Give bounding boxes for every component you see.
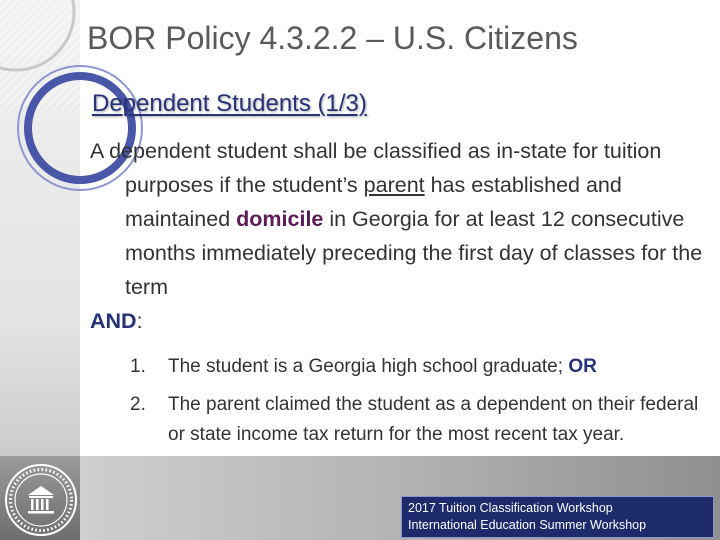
paragraph-text-2: has established and maintained <box>125 173 622 231</box>
condition-list <box>130 352 715 458</box>
footer-line-2: International Education Summer Workshop <box>408 518 647 532</box>
slide-title: BOR Policy 4.3.2.2 – U.S. Citizens <box>87 20 578 56</box>
list-item-text: The parent claimed the student as a dependent on their federal or state income tax return for the most recent tax year. <box>168 394 699 445</box>
list-number: 1. <box>130 356 146 377</box>
and-line <box>90 304 715 338</box>
and-label: AND <box>90 309 137 333</box>
list-number: 2. <box>130 394 146 415</box>
paragraph-text-1: A dependent student shall be classified as in-state for tuition purposes if the student’s <box>90 139 662 197</box>
footer-box <box>401 496 714 538</box>
and-colon: : <box>136 309 143 333</box>
list-item-text: The student is a Georgia high school graduate; <box>168 356 569 377</box>
list-item <box>130 352 715 382</box>
or-label: OR <box>568 356 597 377</box>
footer-line-1: 2017 Tuition Classification Workshop <box>408 501 613 515</box>
university-seal-icon <box>3 462 79 538</box>
body-content <box>90 134 715 338</box>
parent-term: parent <box>363 173 425 197</box>
domicile-term: domicile <box>236 207 324 231</box>
slide-subtitle: Dependent Students (1/3) <box>92 90 367 117</box>
paragraph-text-3: in Georgia for at least 12 consecutive months immediately preceding the first day of classes for the term <box>125 207 703 299</box>
policy-paragraph <box>90 134 715 304</box>
list-item <box>130 390 715 450</box>
